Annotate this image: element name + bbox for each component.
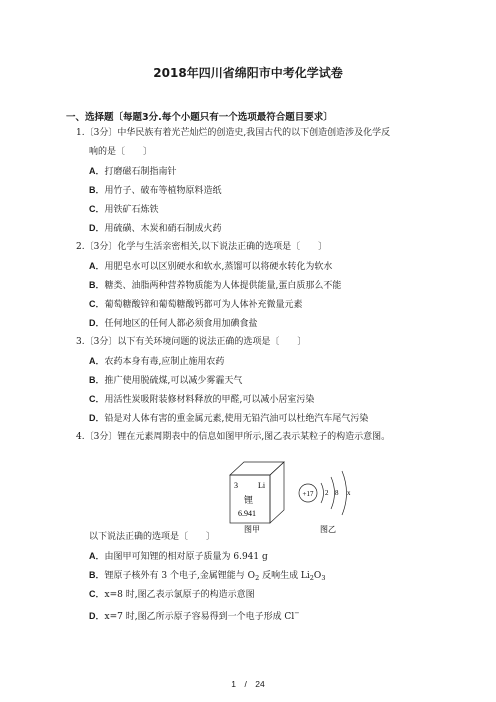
question-3-option-d	[89, 412, 368, 425]
periodic-cell-figure	[230, 462, 284, 533]
option-text: x=7 时,图乙所示原子容易得到一个电子形成 Cl	[104, 612, 295, 622]
option-text: 用硫磺、木炭和硝石制成火药	[104, 224, 222, 234]
option-text: 打磨磁石制指南针	[104, 167, 177, 177]
option-label: B．	[89, 185, 105, 195]
option-label: A．	[89, 356, 105, 366]
atomic-number: 3	[234, 481, 238, 490]
shell-electron-count: 2	[325, 489, 329, 497]
question-2-option-c	[89, 298, 303, 311]
electron-shell-arc	[342, 471, 347, 515]
option-label: D．	[89, 611, 105, 621]
option-label: A．	[89, 551, 105, 561]
question-4-sub-stem: 以下说法正确的选项是〔 〕	[89, 532, 216, 542]
option-label: D．	[89, 413, 105, 423]
option-text: 由图甲可知锂的相对原子质量为 6.941 g	[104, 552, 268, 562]
option-label: C．	[89, 204, 105, 214]
option-label: A．	[89, 261, 105, 271]
question-3-option-c	[89, 393, 314, 406]
question-1-option-b	[89, 184, 222, 197]
electron-shell-arc	[321, 483, 324, 503]
option-text: 用竹子、破布等植物原料造纸	[104, 186, 222, 196]
question-2-option-a	[89, 260, 332, 273]
option-label: B．	[89, 570, 105, 580]
superscript: −	[294, 609, 300, 617]
question-2-option-b	[89, 279, 341, 292]
cube-side-face	[270, 462, 284, 523]
option-text: 铅是对人体有害的重金属元素,使用无铅汽油可以杜绝汽车尾气污染	[104, 414, 369, 424]
question-4-option-d	[89, 607, 300, 623]
option-text: 反响生成 Li	[259, 571, 310, 581]
question-1-option-c	[89, 203, 159, 216]
option-text: 糖类、油脂两种营养物质能为人体提供能量,蛋白质那么不能	[104, 281, 342, 291]
subscript: 3	[321, 574, 326, 582]
option-text: 葡萄糖酸锌和葡萄糖酸钙都可为人体补充微量元素	[104, 300, 303, 310]
page-title: 2018年四川省绵阳市中考化学试卷	[153, 66, 343, 80]
option-label: D．	[89, 318, 105, 328]
atomic-mass: 6.941	[238, 509, 256, 518]
element-name: 锂	[244, 496, 254, 506]
question-4-option-a	[89, 550, 268, 563]
caption-figure-a: 图甲	[244, 525, 260, 533]
option-label: D．	[89, 223, 105, 233]
question-1-stem-cont: 响的是〔 〕	[89, 147, 153, 157]
option-label: B．	[89, 280, 105, 290]
question-3-stem: 3.〔3分〕以下有关环境问题的说法正确的选项是〔 〕	[76, 337, 307, 347]
page-number: 1 / 24	[231, 679, 265, 689]
question-3-option-b	[89, 374, 242, 387]
option-text: 推广使用脱硫煤,可以减少雾霾天气	[104, 376, 243, 386]
option-text: 农药本身有毒,应制止施用农药	[104, 357, 225, 367]
question-1-option-d	[89, 222, 222, 235]
question-4-stem: 4.〔3分〕锂在元素周期表中的信息如图甲所示,图乙表示某粒子的构造示意图。	[76, 432, 391, 442]
option-text: 用肥皂水可以区别硬水和软水,蒸馏可以将硬水转化为软水	[104, 262, 333, 272]
option-label: A．	[89, 166, 105, 176]
subscript: 2	[255, 574, 260, 582]
section-heading: 一、选择题〔每题3分.每个小题只有一个选项最符合题目要求〕	[66, 112, 333, 123]
caption-figure-b: 图乙	[320, 525, 336, 533]
cube-top-face	[230, 462, 284, 475]
question-2-option-d	[89, 317, 258, 330]
question-3-option-a	[89, 355, 224, 368]
electron-shell-arc	[331, 477, 335, 509]
question-1-stem: 1.〔3分〕中华民族有着光芒灿烂的创造史,我国古代的以下创造创造涉及化学反	[76, 128, 391, 138]
shell-electron-count: 8	[335, 489, 339, 497]
option-text: 任何地区的任何人都必须食用加碘食盐	[104, 319, 258, 329]
question-4-option-c	[89, 588, 255, 601]
element-symbol: Li	[258, 481, 266, 490]
option-text: 用活性炭吸附装修材料释放的甲醛,可以减小居室污染	[104, 395, 315, 405]
question-1-option-a	[89, 165, 177, 178]
shell-electron-count: x	[347, 489, 351, 497]
nucleus-charge: +17	[302, 490, 314, 498]
option-label: C．	[89, 299, 105, 309]
question-2-stem: 2.〔3分〕化学与生活亲密相关,以下说法正确的选项是〔 〕	[76, 242, 328, 252]
question-4-figure	[228, 459, 378, 533]
option-label: C．	[89, 589, 105, 599]
option-label: C．	[89, 394, 105, 404]
option-text: 锂原子核外有 3 个电子,金属锂能与 O	[104, 571, 256, 581]
atom-structure-figure	[299, 471, 351, 533]
option-text: 用铁矿石炼铁	[104, 205, 159, 215]
subscript: 2	[309, 574, 314, 582]
question-4-option-b	[89, 569, 325, 584]
option-text: O	[313, 571, 322, 581]
option-label: B．	[89, 375, 105, 385]
option-text: x=8 时,图乙表示氯原子的构造示意图	[104, 590, 255, 600]
